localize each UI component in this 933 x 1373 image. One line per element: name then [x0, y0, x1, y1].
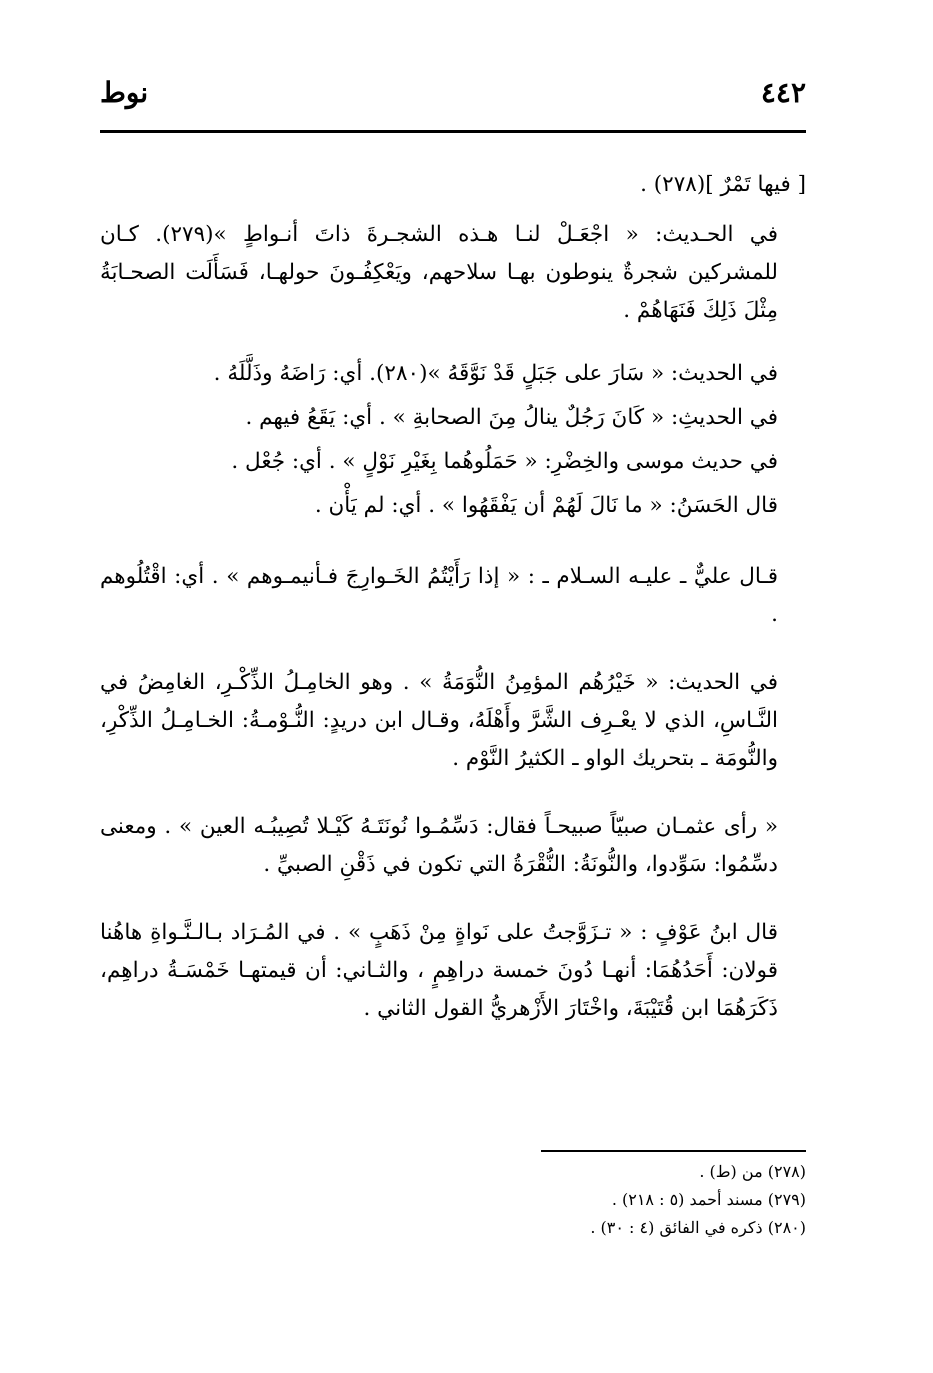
hadith-list — [100, 352, 806, 528]
paragraph-2: في الحـديث: « اجْعَـلْ لنـا هـذه الشجـرةَ ذاتَ أنـواطٍ »(٢٧٩). كـان للمشركين شجرةٌ ينوطون بهـا سلاحهم، ويَعْكِفُـونَ حولهـا، فَسَأَلَت الصحـابَةُ مِثْلَ ذَلِكَ فَنَهَاهُمْ . — [100, 222, 778, 323]
hadith-line-1: في الحديث: « سَارَ على جَبَلٍ قَدْ نَوَّقَهُ »(٢٨٠). أي: رَاضَهُ وذَلَّلَهُ . — [213, 361, 778, 386]
footnote-rule — [541, 1150, 806, 1152]
paragraph-5: « رأى عثمـان صبيّاً صبيحـاً فقال: دَسِّمُـوا نُونَتَـهُ كَيْـلا تُصِيبُـه العين » . ومعنى دسِّمُوا: سَوِّدوا، والنُّونَةُ: النُّقْرَةُ التي تكون في ذَقْنِ الصبيِّ . — [100, 814, 778, 877]
running-title: نوط — [100, 76, 149, 109]
paragraph-6: قال ابنُ عَوْفٍ : « تـزَوَّجتُ على نَواةٍ مِنْ ذَهَبٍ » . في المُـرَاد بـالـنَّـواةِ هاهُنا قولان: أَحَدُهُمَا: أنهـا دُونَ خمسة دراهِمٍ ، والثـاني: أن قيمتهـا خَمْسَـةُ دراهِم، ذَكَرَهُمَا ابن قُتَيْبَةَ، واخْتَارَ الأَزْهريُّ القول الثاني . — [100, 920, 778, 1021]
hadith-line-4: قال الحَسَنُ: « ما نَالَ لَهُمْ أن يَفْقَهُوا » . أي: لم يَأْن . — [314, 493, 778, 518]
hadith-line-2: في الحديثِ: « كَانَ رَجُلٌ ينالُ مِنَ الصحابةِ » . أي: يَقَعُ فيهم . — [245, 405, 778, 430]
page-number: ٤٤٢ — [760, 76, 806, 109]
page-header — [100, 76, 806, 124]
footnote-278: (٢٧٨) من (ط) . — [699, 1162, 806, 1181]
hadith-line-3: في حديث موسى والخِضْرِ: « حَمَلُوهُما بِغَيْرِ نَوْلٍ » . أي: جُعْل . — [231, 449, 778, 474]
header-rule — [100, 130, 806, 133]
main-text — [100, 166, 806, 1028]
paragraph-1: [ فيها تَمْرٌ ](٢٧٨) . — [640, 172, 806, 197]
paragraph-3: قـال عليٌّ ـ عليـه السـلام ـ : « إذا رَأَيْتُمُ الخَـوارِجَ فـأنيمـوهم » . أي: اقْتُلُوهم . — [100, 564, 778, 627]
footnote-280: (٢٨٠) ذكره في الفائق (٤ : ٣٠) . — [590, 1218, 806, 1237]
footnote-279: (٢٧٩) مسند أحمد (٥ : ٢١٨) . — [611, 1190, 806, 1209]
footnotes — [206, 1158, 806, 1242]
paragraph-4: في الحديث: « خَيْرُهُم المؤمِنُ النُّوَمَةُ » . وهو الخامِـلُ الذِّكْـرِ، الغامِضُ في النَّـاسِ، الذي لا يعْـرِف الشَّرَّ وأَهْلَهُ، وقـال ابن دريدٍ: النُّـوْمـةُ: الخـامِـلُ الذِّكْرِ، والنُّومَة ـ بتحريك الواو ـ الكثيرُ النَّوْم . — [100, 670, 778, 771]
